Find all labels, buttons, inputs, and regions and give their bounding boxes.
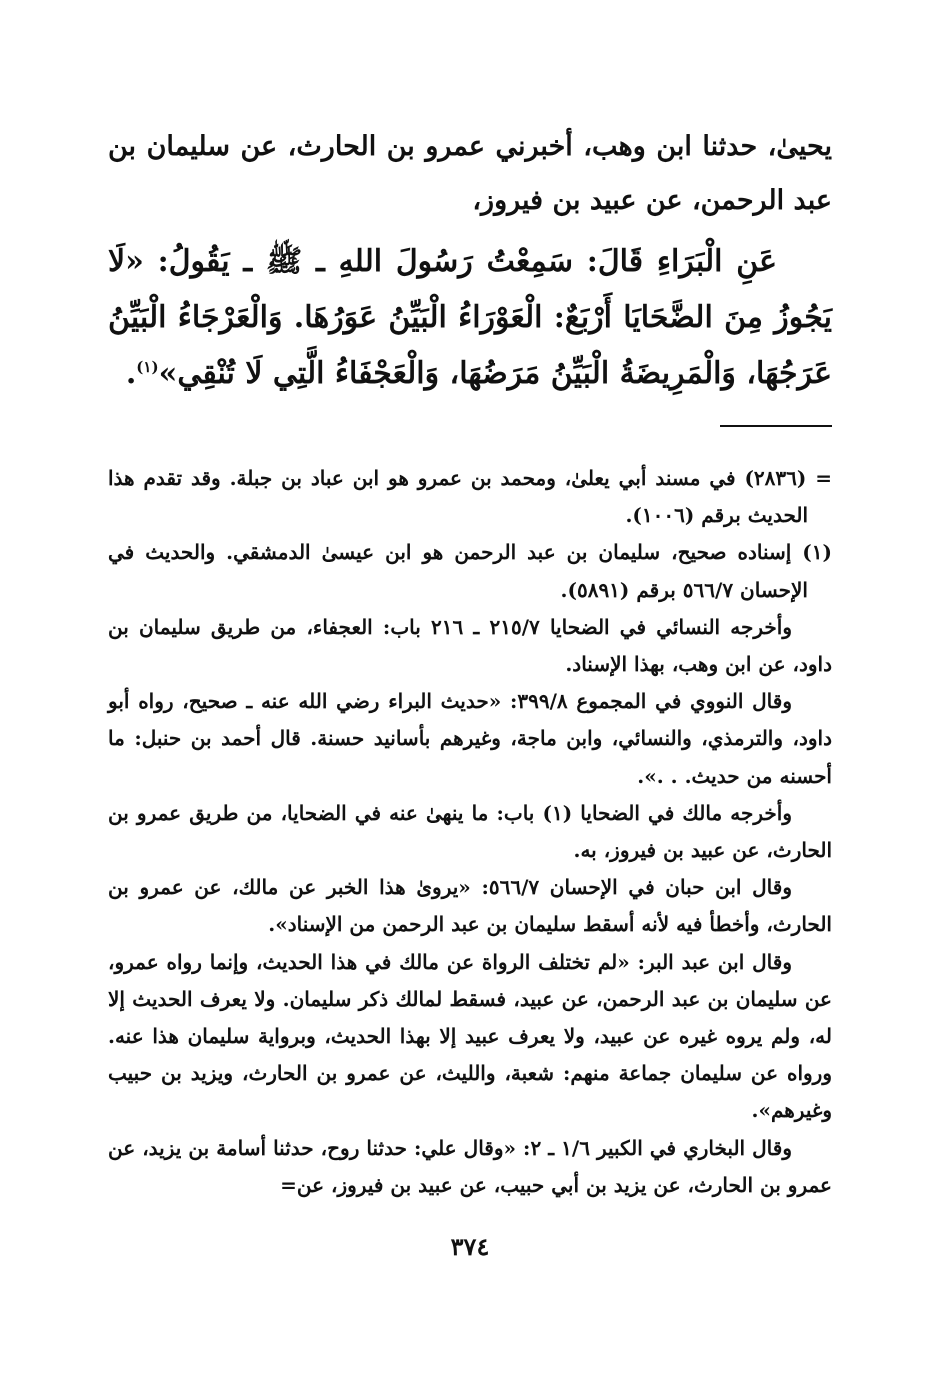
footnote-marker: (١) xyxy=(136,358,159,376)
footnote-paragraph: وقال البخاري في الكبير ١/٦ ـ ٢: «وقال علي: حدثنا روح، حدثنا أسامة بن يزيد، عن عمرو بن الحارث، عن يزيد بن أبي حبيب، عن عبيد بن فيروز، عن= xyxy=(108,1135,832,1197)
hadith-end-punctuation: . xyxy=(125,356,137,391)
footnote-paragraph: وقال ابن عبد البر: «لم تختلف الرواة عن مالك في هذا الحديث، وإنما رواه عمرو، عن سليمان بن عبد الرحمن، عن عبيد، فسقط لمالك ذكر سليمان. ولا يعرف الحديث إلا له، ولم يروه غيره عن عبيد، ولا يعرف عبيد إلا بهذا الحديث، وبرواية سليمان هذا عنه. ورواه عن سليمان جماعة منهم: شعبة، والليث، عن عمرو بن الحارث، ويزيد بن حبيب وغيرهم». xyxy=(108,949,832,1123)
footnote-1: (١) إسناده صحيح، سليمان بن عبد الرحمن هو ابن عيسىٰ الدمشقي. والحديث في الإحسان ٥٦٦/٧ برقم (٥٨٩١). xyxy=(108,540,832,602)
footnote-separator xyxy=(720,425,832,427)
footnote-paragraph: وأخرجه النسائي في الضحايا ٢١٥/٧ ـ ٢١٦ باب: العجفاء، من طريق سليمان بن داود، عن ابن وهب، بهذا الإسناد. xyxy=(108,614,832,677)
page-number: ٣٧٤ xyxy=(450,1232,490,1261)
book-page xyxy=(108,120,832,1270)
main-text xyxy=(108,120,832,402)
isnad-chain: يحيىٰ، حدثنا ابن وهب، أخبرني عمرو بن الحارث، عن سليمان بن عبد الرحمن، عن عبيد بن فيروز، xyxy=(108,131,832,216)
footnote-continuation: = (٢٨٣٦) في مسند أبي يعلىٰ، ومحمد بن عمرو هو ابن عباد بن جبلة. وقد تقدم هذا الحديث برقم (١٠٠٦). xyxy=(108,466,833,528)
footnote-paragraph: وقال ابن حبان في الإحسان ٥٦٦/٧: «يروىٰ هذا الخبر عن مالك، عن عمرو بن الحارث، وأخطأ فيه لأنه أسقط سليمان بن عبد الرحمن من الإسناد». xyxy=(108,875,832,937)
footnote-paragraph: وأخرجه مالك في الضحايا (١) باب: ما ينهىٰ عنه في الضحايا، من طريق عمرو بن الحارث، عن عبيد بن فيروز، به. xyxy=(108,800,832,863)
hadith-body: عَنِ الْبَرَاءِ قَالَ: سَمِعْتُ رَسُولَ اللهِ ـ ﷺ ـ يَقُولُ: «لَا يَجُوزُ مِنَ الضَّحَايَا أَرْبَعٌ: الْعَوْرَاءُ الْبَيِّنُ عَوَرُهَا. وَالْعَرْجَاءُ الْبَيِّنُ عَرَجُهَا، وَالْمَرِيضَةُ الْبَيِّنُ مَرَضُهَا، وَالْعَجْفَاءُ الَّتِي لَا تُنْقِي» xyxy=(108,244,832,391)
footnote-paragraph: وقال النووي في المجموع ٣٩٩/٨: «حديث البراء رضي الله عنه ـ صحيح، رواه أبو داود، والترمذي، والنسائي، وابن ماجة، وغيرهم بأسانيد حسنة. قال أحمد بن حنبل: ما أحسنه من حديث. . .». xyxy=(108,689,832,788)
hadith-text xyxy=(108,234,832,402)
footnotes xyxy=(108,460,832,1204)
